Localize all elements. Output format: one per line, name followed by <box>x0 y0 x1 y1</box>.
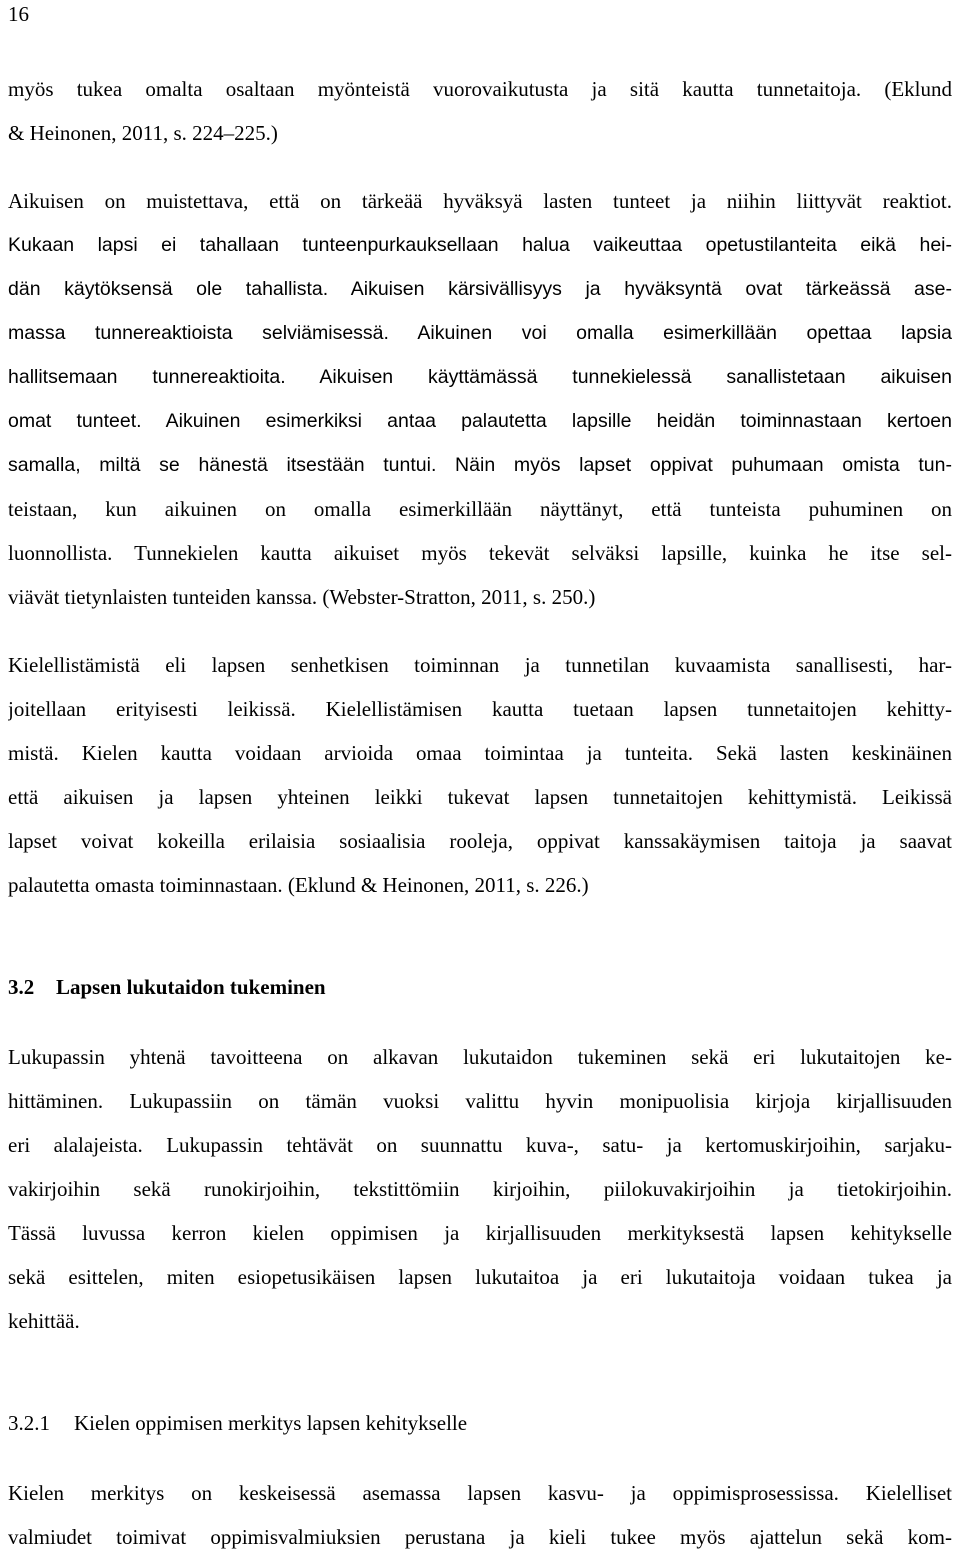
text-line: Lukupassin yhtenä tavoitteena on alkavan lukutaidon tukeminen sekä eri lukutaitojen ke- <box>8 1045 952 1069</box>
page-number: 16 <box>8 2 29 26</box>
text-line: että aikuisen ja lapsen yhteinen leikki tukevat lapsen tunnetaitojen kehittymistä. Leikissä <box>8 785 952 809</box>
text-line: hallitsemaan tunnereaktioita. Aikuisen käyttämässä tunnekielessä sanallistetaan aikuisen <box>8 366 952 388</box>
subsection-title: Kielen oppimisen merkitys lapsen kehitykselle <box>74 1411 468 1435</box>
text-line: Kielellistämistä eli lapsen senhetkisen toiminnan ja tunnetilan kuvaamista sanallisesti, har- <box>8 653 952 677</box>
text-line: massa tunnereaktioista selviämisessä. Aikuinen voi omalla esimerkillään opettaa lapsia <box>8 322 952 344</box>
text-line: omat tunteet. Aikuinen esimerkiksi antaa palautetta lapsille heidän toiminnastaan kertoen <box>8 410 952 432</box>
text-line: Aikuisen on muistettava, että on tärkeää hyväksyä lasten tunteet ja niihin liittyvät reaktiot. <box>8 189 952 213</box>
text-line: mistä. Kielen kautta voidaan arvioida omaa toimintaa ja tunteita. Sekä lasten keskinäinen <box>8 741 952 765</box>
text-line: teistaan, kun aikuinen on omalla esimerkillään näyttänyt, että tunteista puhuminen on <box>8 497 952 521</box>
text-line: vakirjoihin sekä runokirjoihin, tekstittömiin kirjoihin, piilokuvakirjoihin ja tietokirjoihin. <box>8 1177 952 1201</box>
text-line: joitellaan erityisesti leikissä. Kielellistämisen kautta tuetaan lapsen tunnetaitojen kehitty- <box>8 697 952 721</box>
text-line: luonnollista. Tunnekielen kautta aikuiset myös tekevät selväksi lapsille, kuinka he itse sel- <box>8 541 952 565</box>
section-number: 3.2 <box>8 975 35 999</box>
text-line: Tässä luvussa kerron kielen oppimisen ja kirjallisuuden merkityksestä lapsen kehitykselle <box>8 1221 952 1245</box>
text-line: hittäminen. Lukupassiin on tämän vuoksi valittu hyvin monipuolisia kirjoja kirjallisuuden <box>8 1089 952 1113</box>
section-heading <box>8 974 326 1000</box>
text-line: lapset voivat kokeilla erilaisia sosiaalisia rooleja, oppivat kanssakäymisen taitoja ja saavat <box>8 829 952 853</box>
text-line: Kukaan lapsi ei tahallaan tunteenpurkauksellaan halua vaikeuttaa opetustilanteita eikä hei- <box>8 234 952 256</box>
text-line: valmiudet toimivat oppimisvalmiuksien perustana ja kieli tukee myös ajattelun sekä kom- <box>8 1525 952 1549</box>
subsection-heading <box>8 1410 467 1436</box>
subsection-number: 3.2.1 <box>8 1411 50 1435</box>
text-line: samalla, miltä se hänestä itsestään tuntui. Näin myös lapset oppivat puhumaan omista tun- <box>8 454 952 476</box>
text-line: viävät tietynlaisten tunteiden kanssa. (Webster-Stratton, 2011, s. 250.) <box>8 585 596 609</box>
section-title: Lapsen lukutaidon tukeminen <box>56 975 326 999</box>
text-line: kehittää. <box>8 1309 80 1333</box>
text-line: Kielen merkitys on keskeisessä asemassa lapsen kasvu- ja oppimisprosessissa. Kielelliset <box>8 1481 952 1505</box>
text-line: sekä esittelen, miten esiopetusikäisen lapsen lukutaitoa ja eri lukutaitoja voidaan tukea ja <box>8 1265 952 1289</box>
text-line: myös tukea omalta osaltaan myönteistä vuorovaikutusta ja sitä kautta tunnetaitoja. (Eklund <box>8 77 952 101</box>
text-line: palautetta omasta toiminnastaan. (Eklund & Heinonen, 2011, s. 226.) <box>8 873 589 897</box>
text-line: eri alalajeista. Lukupassin tehtävät on suunnattu kuva-, satu- ja kertomuskirjoihin, sarjaku- <box>8 1133 952 1157</box>
text-line: & Heinonen, 2011, s. 224–225.) <box>8 121 278 145</box>
text-line: dän käytöksensä ole tahallista. Aikuisen kärsivällisyys ja hyväksyntä ovat tärkeässä ase- <box>8 278 952 300</box>
